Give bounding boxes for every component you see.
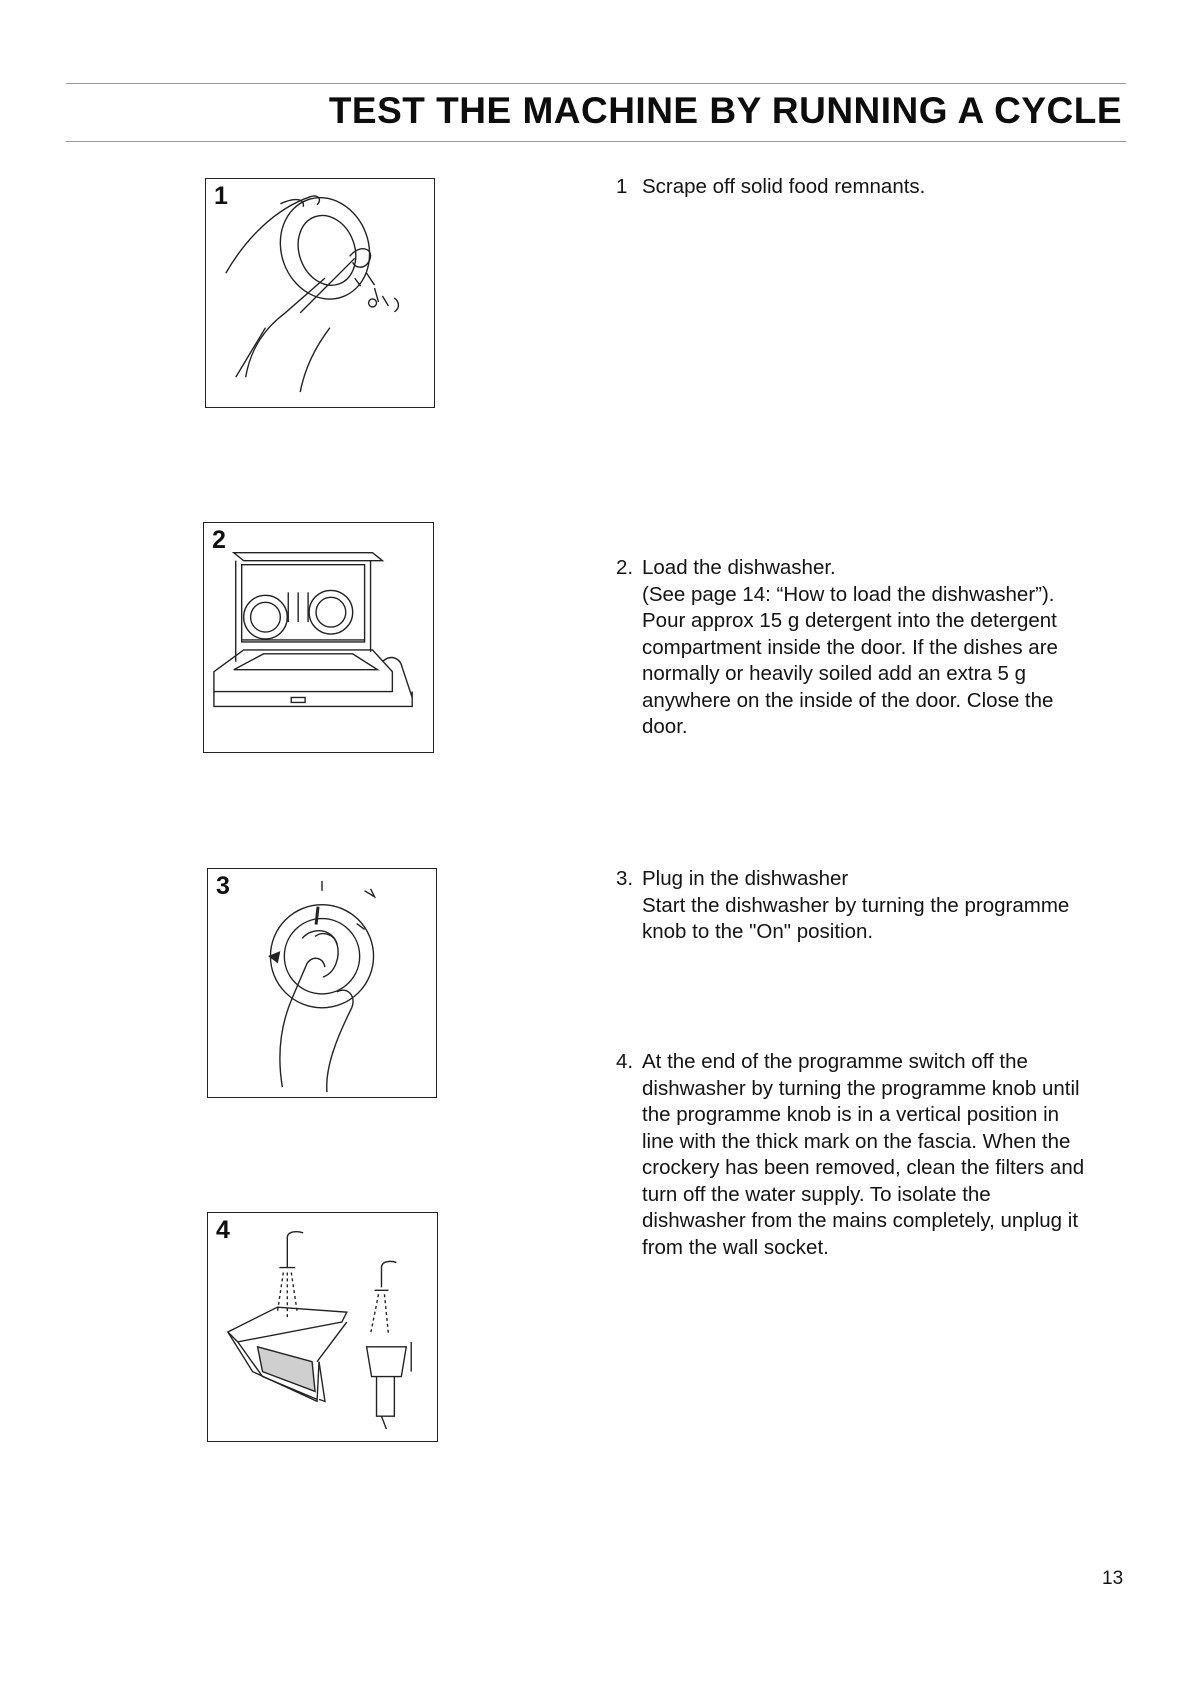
step-text: turn off the water supply. To isolate the (642, 1182, 991, 1206)
step-text: door. (642, 715, 688, 738)
step-text: dishwasher by turning the programme knob until (642, 1076, 1080, 1100)
step-text: dishwasher from the mains completely, unplug it (642, 1209, 1079, 1232)
figure-2-load-dishwasher (203, 522, 434, 753)
dishwasher-illustration (204, 523, 433, 752)
step-number: 1 (616, 175, 628, 198)
page-number: 13 (1102, 1568, 1124, 1589)
figure-number: 4 (216, 1216, 230, 1244)
scrape-plate-illustration (206, 179, 434, 407)
step-text: compartment inside the door. If the dishes are (642, 635, 1058, 659)
step-text: (See page 14: “How to load the dishwasher”). (642, 582, 1055, 606)
filters-illustration (208, 1213, 437, 1441)
step-text: Load the dishwasher. (642, 556, 836, 579)
figure-number: 3 (216, 872, 230, 900)
knob-illustration (208, 869, 436, 1097)
step-text: Plug in the dishwasher (642, 867, 849, 890)
figure-1-scrape-plate (205, 178, 435, 408)
header-rule-bottom (66, 141, 1126, 142)
page-title: TEST THE MACHINE BY RUNNING A CYCLE (328, 90, 1122, 131)
step-text: Pour approx 15 g detergent into the detergent (642, 609, 1057, 632)
step-text: At the end of the programme switch off the (642, 1050, 1028, 1073)
header-rule-top (66, 83, 1126, 84)
step-text: Start the dishwasher by turning the programme (642, 893, 1070, 917)
step-number: 2. (616, 556, 634, 579)
step-1 (616, 174, 1136, 201)
step-text: line with the thick mark on the fascia. When the (642, 1129, 1071, 1153)
step-text: from the wall socket. (642, 1235, 829, 1259)
figure-4-clean-filters (207, 1212, 438, 1442)
step-text: normally or heavily soiled add an extra 5 g (642, 662, 1027, 685)
step-2 (616, 555, 1136, 741)
step-number: 3. (616, 867, 634, 890)
step-3 (616, 866, 1136, 946)
step-text: Scrape off solid food remnants. (642, 175, 926, 198)
step-text: crockery has been removed, clean the filters and (642, 1156, 1085, 1179)
step-text: knob to the "On" position. (642, 920, 874, 943)
figure-number: 1 (214, 182, 228, 210)
step-number: 4. (616, 1050, 634, 1073)
step-text: the programme knob is in a vertical position in (642, 1103, 1060, 1126)
step-4 (616, 1049, 1136, 1261)
figure-3-turn-knob (207, 868, 437, 1098)
step-text: anywhere on the inside of the door. Close the (642, 688, 1054, 712)
figure-number: 2 (212, 526, 226, 554)
